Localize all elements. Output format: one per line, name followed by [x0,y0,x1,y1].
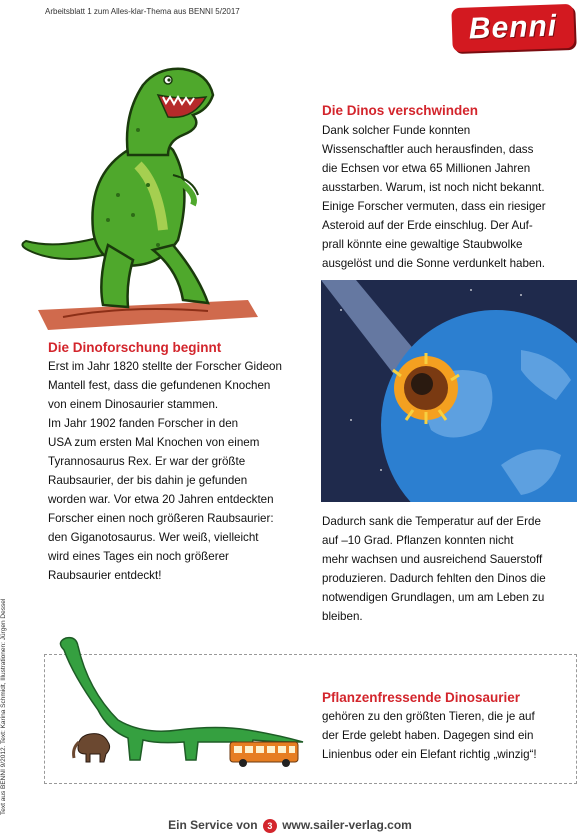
text-line: Raubsaurier entdeckt! [48,569,162,582]
text-line: Forscher einen noch größeren Raubsaurier: [48,512,274,525]
text-line: Dadurch sank die Temperatur auf der Erde [322,515,541,528]
text-line: bleiben. [322,610,363,623]
section-temperatur [322,512,577,626]
worksheet-header-note: Arbeitsblatt 1 zum Alles-klar-Thema aus BENNI 5/2017 [45,7,240,16]
text-line: worden war. Vor etwa 20 Jahren entdeckten [48,493,274,506]
text-line: Tyrannosaurus Rex. Er war der größte [48,455,246,468]
asteroid-impact-illustration [321,280,577,502]
text-line: Asteroid auf der Erde einschlug. Der Auf- [322,219,533,232]
text-line: wird eines Tages ein noch größerer [48,550,229,563]
text-line: ausgelöst und die Sonne verdunkelt haben. [322,257,546,270]
section-title: Die Dinos verschwinden [322,103,479,118]
section-pflanzenfresser [322,690,577,764]
text-line: produzieren. Dadurch fehlten den Dinos die [322,572,546,585]
text-line: den Giganotosaurus. Wer weiß, vielleicht [48,531,259,544]
sailer-logo-badge: 3 [263,819,277,833]
footer [0,818,580,833]
text-line: Im Jahr 1902 fanden Forscher in den [48,417,239,430]
text-line: Raubsaurier, der bis dahin je gefunden [48,474,248,487]
text-line: der Erde gelebt haben. Dagegen sind ein [322,729,534,742]
benni-logo-text: Benni [468,9,558,46]
text-line: Linienbus oder ein Elefant richtig „winzig“! [322,748,537,761]
text-line: auf –10 Grad. Pflanzen konnten nicht [322,534,514,547]
benni-logo [452,6,574,50]
illustration-credit: Text aus BENNI 9/2012. Text: Karina Schmidt, Illustrationen: Jürgen Dessel [0,598,7,815]
text-line: Einige Forscher vermuten, dass ein riesiger [322,200,546,213]
text-line: prall könnte eine gewaltige Staubwolke [322,238,523,251]
text-line: Erst im Jahr 1820 stellte der Forscher Gideon [48,360,282,373]
text-line: ausstarben. Warum, ist noch nicht bekannt. [322,181,545,194]
sauropod-size-comparison-illustration [48,630,318,780]
text-line: notwendigen Grundlagen, um am Leben zu [322,591,545,604]
text-line: Wissenschaftler auch herausfinden, dass [322,143,534,156]
footer-url-link[interactable]: www.sailer-verlag.com [282,818,412,832]
trex-illustration [8,55,268,335]
text-line: Mantell fest, dass die gefundenen Knochen [48,379,271,392]
footer-prefix: Ein Service von [168,818,258,832]
text-line: USA zum ersten Mal Knochen von einem [48,436,260,449]
text-line: mehr wachsen und ausreichend Sauerstoff [322,553,543,566]
section-title: Pflanzenfressende Dinosaurier [322,690,521,705]
text-line: von einem Dinosaurier stammen. [48,398,219,411]
text-line: die Echsen vor etwa 65 Millionen Jahren [322,162,531,175]
section-title: Die Dinoforschung beginnt [48,340,222,355]
text-line: gehören zu den größten Tieren, die je auf [322,710,535,723]
section-dinoforschung [48,340,318,585]
section-dinos-verschwinden [322,103,572,273]
text-line: Dank solcher Funde konnten [322,124,471,137]
